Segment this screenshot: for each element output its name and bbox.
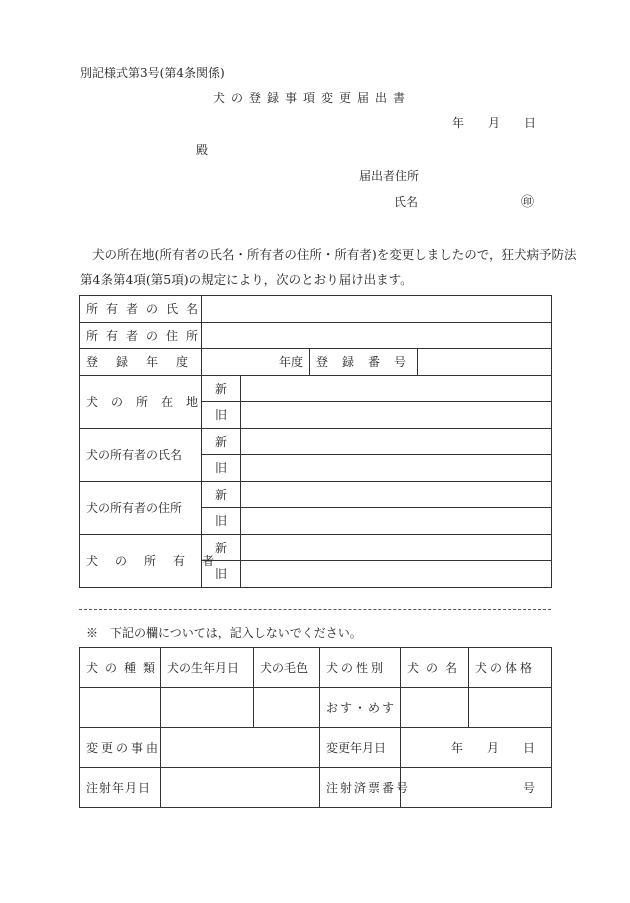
table-row xyxy=(80,428,552,455)
new-label: 新 xyxy=(202,428,241,455)
date-year-label: 年 xyxy=(452,116,465,130)
registration-year-label: 登録年度 xyxy=(80,349,202,376)
old-label: 旧 xyxy=(202,455,241,482)
coat-color-label: 犬の毛色 xyxy=(254,648,320,688)
injection-ticket-number-label: 注射済票番号 xyxy=(320,768,401,808)
dog-owner-name-new-field[interactable] xyxy=(241,428,552,455)
body-text-line-1: 犬の所在地(所有者の氏名・所有者の住所・所有者)を変更しましたので，狂犬病予防法 xyxy=(92,247,577,262)
build-label: 犬の体格 xyxy=(469,648,552,688)
table-row xyxy=(80,481,552,508)
owner-name-label: 所有者の氏名 xyxy=(80,296,202,323)
table-row xyxy=(80,322,552,349)
table-row xyxy=(80,728,552,768)
dog-owner-address-old-field[interactable] xyxy=(241,508,552,535)
dog-owner-new-field[interactable] xyxy=(241,534,552,561)
new-label: 新 xyxy=(202,481,241,508)
old-label: 旧 xyxy=(202,402,241,429)
table-row xyxy=(80,296,552,323)
dog-name-label: 犬の名 xyxy=(401,648,469,688)
year-unit: 年度 xyxy=(278,355,303,370)
applicant-address-label: 届出者住所 xyxy=(359,169,420,183)
table-row xyxy=(80,768,552,808)
dog-name-field[interactable] xyxy=(401,688,469,728)
owner-name-field[interactable] xyxy=(202,296,552,323)
old-label: 旧 xyxy=(202,508,241,535)
build-field[interactable] xyxy=(469,688,552,728)
dog-location-label: 犬の所在地 xyxy=(80,375,202,428)
sex-options[interactable]: おす・めす xyxy=(320,688,401,728)
office-use-note: ※ 下記の欄については，記入しないでください。 xyxy=(86,626,362,640)
registration-change-table xyxy=(79,295,552,588)
table-row xyxy=(80,688,552,728)
birth-date-label: 犬の生年月日 xyxy=(161,648,254,688)
date-month-label: 月 xyxy=(488,116,501,130)
table-row xyxy=(80,375,552,402)
injection-date-label: 注射年月日 xyxy=(80,768,161,808)
injection-ticket-number-field[interactable] xyxy=(401,768,552,808)
new-label: 新 xyxy=(202,534,241,561)
registration-year-field[interactable] xyxy=(202,349,310,376)
body-text-line-2: 第4条第4項(第5項)の規定により，次のとおり届け出ます。 xyxy=(80,272,413,287)
breed-label: 犬の種類 xyxy=(80,648,161,688)
change-date-field[interactable]: 年 月 日 xyxy=(401,728,552,768)
table-row xyxy=(80,349,552,376)
dog-owner-name-label: 犬の所有者の氏名 xyxy=(80,428,202,481)
owner-address-field[interactable] xyxy=(202,322,552,349)
dog-owner-label: 犬の所有者 xyxy=(80,534,202,587)
form-number: 別記様式第3号(第4条関係) xyxy=(80,66,225,80)
change-date-label: 変更年月日 xyxy=(320,728,401,768)
number-unit: 号 xyxy=(522,781,535,795)
change-reason-field[interactable] xyxy=(161,728,320,768)
date-day-label: 日 xyxy=(524,116,537,130)
sex-label: 犬の性別 xyxy=(320,648,401,688)
office-use-table xyxy=(79,647,552,808)
dog-owner-address-label: 犬の所有者の住所 xyxy=(80,481,202,534)
dog-location-old-field[interactable] xyxy=(241,402,552,429)
table-row xyxy=(80,534,552,561)
dog-owner-name-old-field[interactable] xyxy=(241,455,552,482)
seal-mark: ㊞ xyxy=(521,195,535,210)
change-reason-label: 変更の事由 xyxy=(80,728,161,768)
coat-color-field[interactable] xyxy=(254,688,320,728)
injection-date-field[interactable] xyxy=(161,768,320,808)
applicant-name-label: 氏名 xyxy=(394,195,419,209)
document-title: 犬の登録事項変更届出書 xyxy=(213,91,412,105)
dog-owner-old-field[interactable] xyxy=(241,561,552,588)
registration-number-field[interactable] xyxy=(418,349,552,376)
birth-date-field[interactable] xyxy=(161,688,254,728)
old-label: 旧 xyxy=(202,561,241,588)
table-row xyxy=(80,648,552,688)
registration-number-label: 登録番号 xyxy=(310,349,418,376)
dog-location-new-field[interactable] xyxy=(241,375,552,402)
new-label: 新 xyxy=(202,375,241,402)
dog-owner-address-new-field[interactable] xyxy=(241,481,552,508)
breed-field[interactable] xyxy=(80,688,161,728)
addressee-suffix: 殿 xyxy=(196,143,209,157)
dashed-divider xyxy=(79,609,551,610)
owner-address-label: 所有者の住所 xyxy=(80,322,202,349)
